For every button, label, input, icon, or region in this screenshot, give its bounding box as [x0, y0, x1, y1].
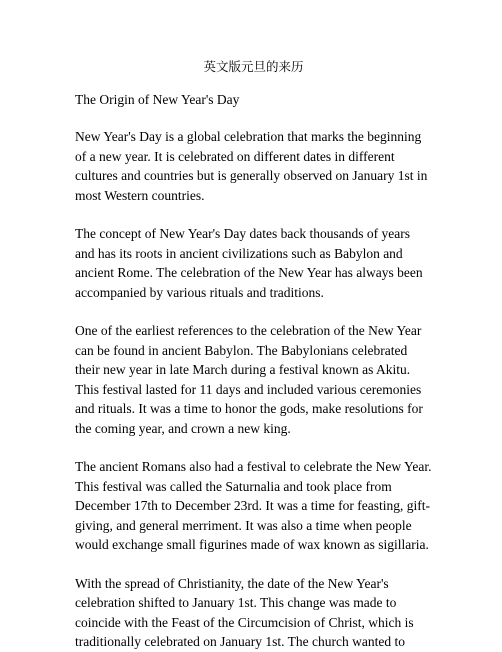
- paragraph-5: With the spread of Christianity, the date of the New Year's celebration shifted to January 1st. This change was made to coincide with the Feast of the Circumcision of Christ, which is traditionally celebrated on January 1st. The church wanted to: [75, 575, 414, 649]
- paragraph-2: The concept of New Year's Day dates back thousands of years and has its roots in ancient civilizations such as Babylon and ancient Rome. The celebration of the New Year has always been accompanied by various rituals and traditions.: [75, 226, 423, 300]
- paragraph-4: The ancient Romans also had a festival to celebrate the New Year. This festival was called the Saturnalia and took place from December 17th to December 23rd. It was a time for feasting, gift-giving, and general merriment. It was also a time when people would exchange small figurines made of wax known as sigillaria.: [75, 459, 432, 552]
- article-heading: The Origin of New Year's Day: [75, 92, 240, 107]
- document-title: 英文版元旦的来历: [203, 59, 304, 74]
- paragraph-1: New Year's Day is a global celebration that marks the beginning of a new year. It is celebrated on different dates in different cultures and countries but is generally observed on January 1st in most Western countries.: [75, 129, 428, 203]
- paragraph-3: One of the earliest references to the celebration of the New Year can be found in ancient Babylon. The Babylonians celebrated their new year in late March during a festival known as Akitu. This festival lasted for 11 days and included various ceremonies and rituals. It was a time to honor the gods, make resolutions for the coming year, and crown a new king.: [75, 323, 423, 436]
